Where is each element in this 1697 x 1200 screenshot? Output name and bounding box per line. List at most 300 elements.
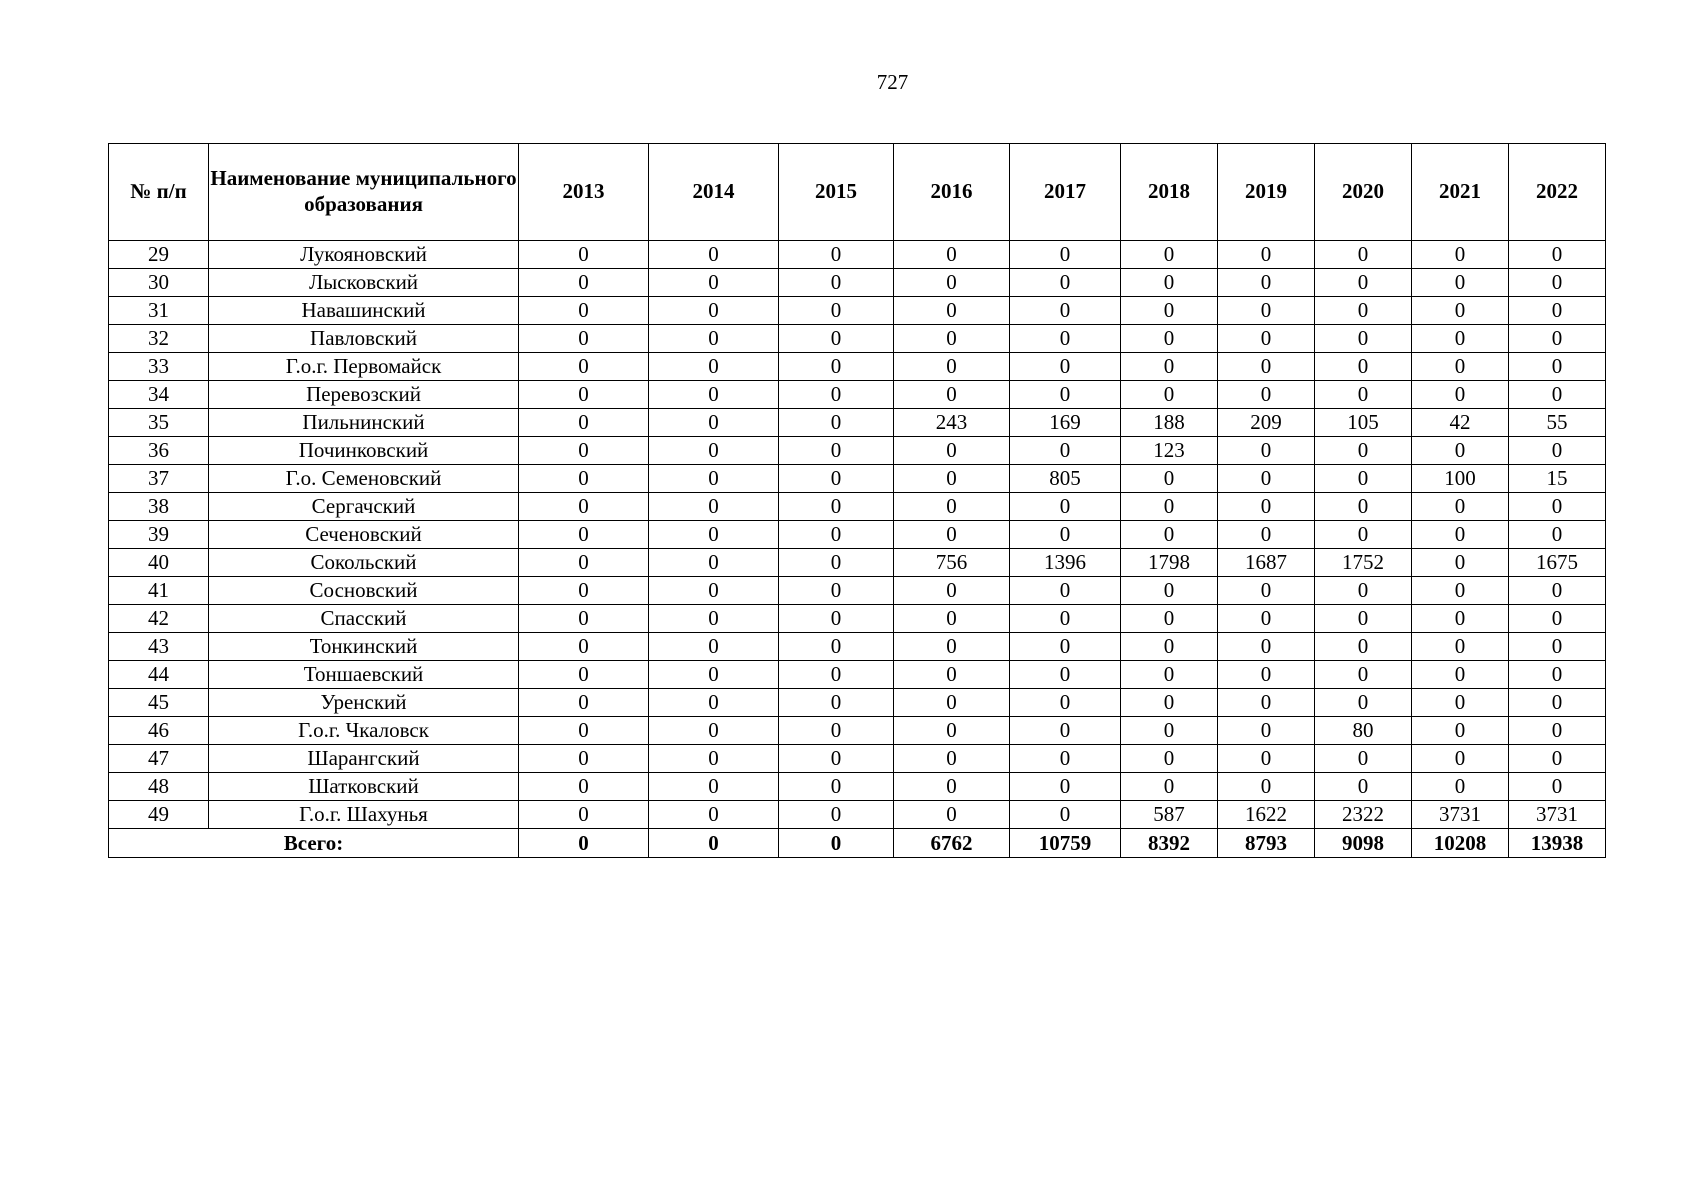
- total-cell: 9098: [1315, 829, 1412, 858]
- value-cell: 0: [1010, 241, 1121, 269]
- municipality-name-cell: Сергачский: [209, 493, 519, 521]
- value-cell: 0: [1412, 745, 1509, 773]
- value-cell: 0: [779, 381, 894, 409]
- value-cell: 0: [1218, 437, 1315, 465]
- value-cell: 42: [1412, 409, 1509, 437]
- total-row: [109, 829, 1606, 858]
- value-cell: 0: [894, 633, 1010, 661]
- municipality-name-cell: Шатковский: [209, 773, 519, 801]
- value-cell: 0: [779, 493, 894, 521]
- value-cell: 0: [519, 633, 649, 661]
- row-number-cell: 39: [109, 521, 209, 549]
- value-cell: 0: [1010, 801, 1121, 829]
- value-cell: 0: [1315, 437, 1412, 465]
- value-cell: 0: [779, 689, 894, 717]
- value-cell: 0: [1218, 633, 1315, 661]
- header-cell-year: 2022: [1509, 144, 1606, 241]
- municipality-name-cell: Г.о.г. Шахунья: [209, 801, 519, 829]
- row-number-cell: 36: [109, 437, 209, 465]
- value-cell: 2322: [1315, 801, 1412, 829]
- value-cell: 0: [1412, 661, 1509, 689]
- value-cell: 805: [1010, 465, 1121, 493]
- table-row: [109, 689, 1606, 717]
- value-cell: 0: [649, 269, 779, 297]
- value-cell: 0: [1315, 633, 1412, 661]
- value-cell: 0: [1218, 353, 1315, 381]
- value-cell: 0: [519, 577, 649, 605]
- value-cell: 0: [1218, 605, 1315, 633]
- header-cell-year: 2016: [894, 144, 1010, 241]
- value-cell: 0: [1412, 521, 1509, 549]
- value-cell: 80: [1315, 717, 1412, 745]
- value-cell: 0: [894, 745, 1010, 773]
- row-number-cell: 42: [109, 605, 209, 633]
- value-cell: 0: [1218, 745, 1315, 773]
- value-cell: 0: [1509, 689, 1606, 717]
- municipality-name-cell: Починковский: [209, 437, 519, 465]
- table-row: [109, 269, 1606, 297]
- value-cell: 0: [779, 577, 894, 605]
- total-cell: 10208: [1412, 829, 1509, 858]
- value-cell: 0: [1121, 241, 1218, 269]
- value-cell: 0: [649, 437, 779, 465]
- value-cell: 0: [649, 381, 779, 409]
- value-cell: 0: [1315, 493, 1412, 521]
- value-cell: 169: [1010, 409, 1121, 437]
- value-cell: 0: [519, 801, 649, 829]
- value-cell: 0: [1315, 297, 1412, 325]
- value-cell: 1752: [1315, 549, 1412, 577]
- value-cell: 55: [1509, 409, 1606, 437]
- value-cell: 0: [1218, 325, 1315, 353]
- value-cell: 0: [1121, 577, 1218, 605]
- value-cell: 0: [894, 381, 1010, 409]
- value-cell: 0: [779, 437, 894, 465]
- total-label: Всего:: [109, 829, 519, 858]
- value-cell: 0: [779, 409, 894, 437]
- table-row: [109, 633, 1606, 661]
- value-cell: 188: [1121, 409, 1218, 437]
- value-cell: 0: [1315, 689, 1412, 717]
- value-cell: 1622: [1218, 801, 1315, 829]
- header-row: [109, 144, 1606, 241]
- value-cell: 0: [779, 633, 894, 661]
- value-cell: 0: [1010, 745, 1121, 773]
- value-cell: 0: [1218, 689, 1315, 717]
- municipality-name-cell: Пильнинский: [209, 409, 519, 437]
- value-cell: 0: [1509, 577, 1606, 605]
- value-cell: 0: [1412, 437, 1509, 465]
- value-cell: 0: [1412, 381, 1509, 409]
- value-cell: 0: [519, 717, 649, 745]
- value-cell: 0: [1509, 381, 1606, 409]
- value-cell: 0: [1412, 605, 1509, 633]
- value-cell: 0: [1509, 241, 1606, 269]
- total-cell: 10759: [1010, 829, 1121, 858]
- value-cell: 0: [1412, 241, 1509, 269]
- value-cell: 0: [649, 717, 779, 745]
- municipality-name-cell: Сеченовский: [209, 521, 519, 549]
- table-row: [109, 409, 1606, 437]
- value-cell: 0: [519, 297, 649, 325]
- value-cell: 0: [1509, 661, 1606, 689]
- row-number-cell: 40: [109, 549, 209, 577]
- value-cell: 756: [894, 549, 1010, 577]
- municipality-name-cell: Тонкинский: [209, 633, 519, 661]
- row-number-cell: 43: [109, 633, 209, 661]
- value-cell: 0: [779, 465, 894, 493]
- value-cell: 0: [519, 745, 649, 773]
- value-cell: 0: [1010, 773, 1121, 801]
- value-cell: 0: [649, 241, 779, 269]
- municipality-name-cell: Лысковский: [209, 269, 519, 297]
- total-cell: 13938: [1509, 829, 1606, 858]
- value-cell: 0: [779, 353, 894, 381]
- value-cell: 0: [1218, 493, 1315, 521]
- value-cell: 0: [1412, 269, 1509, 297]
- value-cell: 0: [1121, 353, 1218, 381]
- value-cell: 0: [894, 521, 1010, 549]
- value-cell: 15: [1509, 465, 1606, 493]
- value-cell: 0: [779, 325, 894, 353]
- value-cell: 0: [779, 269, 894, 297]
- row-number-cell: 34: [109, 381, 209, 409]
- value-cell: 0: [519, 409, 649, 437]
- municipality-name-cell: Спасский: [209, 605, 519, 633]
- value-cell: 0: [1010, 353, 1121, 381]
- value-cell: 0: [649, 773, 779, 801]
- value-cell: 0: [894, 801, 1010, 829]
- municipality-name-cell: Уренский: [209, 689, 519, 717]
- value-cell: 0: [894, 325, 1010, 353]
- table-row: [109, 577, 1606, 605]
- value-cell: 0: [1010, 605, 1121, 633]
- value-cell: 0: [1315, 465, 1412, 493]
- row-number-cell: 29: [109, 241, 209, 269]
- value-cell: 0: [1315, 521, 1412, 549]
- value-cell: 0: [1010, 661, 1121, 689]
- header-cell-municipality: Наименование муниципального образования: [209, 144, 519, 241]
- value-cell: 0: [649, 577, 779, 605]
- value-cell: 0: [649, 353, 779, 381]
- value-cell: 0: [894, 437, 1010, 465]
- municipality-name-cell: Г.о.г. Первомайск: [209, 353, 519, 381]
- value-cell: 0: [779, 801, 894, 829]
- table-footer: [109, 829, 1606, 858]
- value-cell: 0: [1121, 633, 1218, 661]
- value-cell: 0: [1509, 437, 1606, 465]
- value-cell: 0: [649, 801, 779, 829]
- municipality-name-cell: Г.о.г. Чкаловск: [209, 717, 519, 745]
- value-cell: 0: [1509, 353, 1606, 381]
- value-cell: 0: [1121, 661, 1218, 689]
- value-cell: 0: [649, 605, 779, 633]
- value-cell: 0: [649, 409, 779, 437]
- table-row: [109, 717, 1606, 745]
- value-cell: 0: [1121, 773, 1218, 801]
- value-cell: 100: [1412, 465, 1509, 493]
- table-row: [109, 521, 1606, 549]
- value-cell: 0: [1010, 437, 1121, 465]
- value-cell: 0: [1509, 493, 1606, 521]
- value-cell: 0: [649, 549, 779, 577]
- value-cell: 243: [894, 409, 1010, 437]
- value-cell: 0: [519, 689, 649, 717]
- value-cell: 0: [1315, 661, 1412, 689]
- value-cell: 0: [519, 493, 649, 521]
- value-cell: 0: [779, 549, 894, 577]
- municipality-name-cell: Сосновский: [209, 577, 519, 605]
- value-cell: 0: [779, 297, 894, 325]
- value-cell: 0: [1121, 745, 1218, 773]
- value-cell: 1798: [1121, 549, 1218, 577]
- value-cell: 3731: [1412, 801, 1509, 829]
- value-cell: 0: [1010, 381, 1121, 409]
- row-number-cell: 49: [109, 801, 209, 829]
- row-number-cell: 41: [109, 577, 209, 605]
- total-cell: 0: [519, 829, 649, 858]
- value-cell: 0: [1412, 353, 1509, 381]
- table-row: [109, 745, 1606, 773]
- value-cell: 0: [1218, 465, 1315, 493]
- total-cell: 0: [779, 829, 894, 858]
- value-cell: 0: [1412, 297, 1509, 325]
- value-cell: 0: [1509, 605, 1606, 633]
- value-cell: 0: [1315, 381, 1412, 409]
- value-cell: 0: [1412, 633, 1509, 661]
- page-number: 727: [876, 70, 909, 94]
- data-table: [108, 143, 1606, 858]
- municipality-name-cell: Навашинский: [209, 297, 519, 325]
- value-cell: 0: [1121, 297, 1218, 325]
- municipality-name-cell: Г.о. Семеновский: [209, 465, 519, 493]
- value-cell: 0: [1121, 493, 1218, 521]
- value-cell: 123: [1121, 437, 1218, 465]
- header-cell-year: 2019: [1218, 144, 1315, 241]
- value-cell: 0: [649, 633, 779, 661]
- value-cell: 0: [649, 521, 779, 549]
- value-cell: 0: [649, 297, 779, 325]
- value-cell: 0: [1218, 297, 1315, 325]
- value-cell: 0: [1412, 689, 1509, 717]
- value-cell: 0: [649, 689, 779, 717]
- value-cell: 0: [779, 661, 894, 689]
- value-cell: 0: [1412, 717, 1509, 745]
- value-cell: 3731: [1509, 801, 1606, 829]
- value-cell: 0: [1509, 717, 1606, 745]
- header-cell-year: 2015: [779, 144, 894, 241]
- table-row: [109, 801, 1606, 829]
- value-cell: 0: [1218, 269, 1315, 297]
- value-cell: 0: [519, 381, 649, 409]
- table-row: [109, 493, 1606, 521]
- row-number-cell: 47: [109, 745, 209, 773]
- value-cell: 0: [1218, 717, 1315, 745]
- table-row: [109, 605, 1606, 633]
- row-number-cell: 31: [109, 297, 209, 325]
- value-cell: 0: [1121, 381, 1218, 409]
- value-cell: 0: [519, 465, 649, 493]
- value-cell: 0: [1509, 633, 1606, 661]
- value-cell: 0: [1218, 521, 1315, 549]
- table-row: [109, 661, 1606, 689]
- municipality-name-cell: Павловский: [209, 325, 519, 353]
- table-row: [109, 437, 1606, 465]
- value-cell: 0: [1412, 325, 1509, 353]
- value-cell: 0: [649, 493, 779, 521]
- total-cell: 6762: [894, 829, 1010, 858]
- value-cell: 0: [1509, 297, 1606, 325]
- value-cell: 0: [779, 745, 894, 773]
- value-cell: 0: [1412, 773, 1509, 801]
- row-number-cell: 46: [109, 717, 209, 745]
- municipality-name-cell: Лукояновский: [209, 241, 519, 269]
- total-cell: 8793: [1218, 829, 1315, 858]
- row-number-cell: 38: [109, 493, 209, 521]
- value-cell: 0: [1509, 773, 1606, 801]
- value-cell: 209: [1218, 409, 1315, 437]
- value-cell: 0: [649, 745, 779, 773]
- value-cell: 0: [1315, 325, 1412, 353]
- value-cell: 0: [779, 773, 894, 801]
- value-cell: 0: [894, 297, 1010, 325]
- table-row: [109, 325, 1606, 353]
- value-cell: 0: [1121, 325, 1218, 353]
- value-cell: 0: [1315, 269, 1412, 297]
- table-body: [109, 241, 1606, 829]
- value-cell: 0: [1121, 689, 1218, 717]
- value-cell: 0: [1218, 661, 1315, 689]
- total-cell: 8392: [1121, 829, 1218, 858]
- value-cell: 0: [779, 241, 894, 269]
- value-cell: 0: [519, 521, 649, 549]
- row-number-cell: 45: [109, 689, 209, 717]
- table-row: [109, 241, 1606, 269]
- header-cell-year: 2013: [519, 144, 649, 241]
- value-cell: 0: [649, 325, 779, 353]
- header-cell-year: 2018: [1121, 144, 1218, 241]
- table-header: [109, 144, 1606, 241]
- value-cell: 0: [894, 493, 1010, 521]
- value-cell: 0: [1509, 521, 1606, 549]
- value-cell: 0: [649, 465, 779, 493]
- value-cell: 0: [1010, 493, 1121, 521]
- value-cell: 0: [894, 269, 1010, 297]
- value-cell: 0: [894, 577, 1010, 605]
- value-cell: 0: [779, 521, 894, 549]
- row-number-cell: 44: [109, 661, 209, 689]
- value-cell: 0: [1412, 577, 1509, 605]
- value-cell: 0: [1315, 745, 1412, 773]
- header-cell-year: 2020: [1315, 144, 1412, 241]
- value-cell: 105: [1315, 409, 1412, 437]
- value-cell: 0: [1010, 577, 1121, 605]
- value-cell: 0: [894, 689, 1010, 717]
- table-row: [109, 381, 1606, 409]
- value-cell: 0: [1315, 241, 1412, 269]
- value-cell: 0: [894, 661, 1010, 689]
- value-cell: 0: [1010, 521, 1121, 549]
- value-cell: 0: [1010, 633, 1121, 661]
- value-cell: 0: [1218, 577, 1315, 605]
- value-cell: 0: [1010, 297, 1121, 325]
- value-cell: 0: [1010, 689, 1121, 717]
- value-cell: 0: [894, 605, 1010, 633]
- value-cell: 0: [519, 269, 649, 297]
- municipality-name-cell: Перевозский: [209, 381, 519, 409]
- row-number-cell: 30: [109, 269, 209, 297]
- header-cell-year: 2014: [649, 144, 779, 241]
- value-cell: 0: [1218, 381, 1315, 409]
- value-cell: 0: [1010, 269, 1121, 297]
- value-cell: 0: [1121, 605, 1218, 633]
- value-cell: 0: [1121, 465, 1218, 493]
- value-cell: 0: [1010, 717, 1121, 745]
- municipality-name-cell: Тоншаевский: [209, 661, 519, 689]
- value-cell: 0: [1412, 549, 1509, 577]
- value-cell: 0: [894, 465, 1010, 493]
- value-cell: 0: [519, 549, 649, 577]
- value-cell: 0: [894, 773, 1010, 801]
- value-cell: 1687: [1218, 549, 1315, 577]
- value-cell: 0: [1315, 577, 1412, 605]
- value-cell: 0: [1010, 325, 1121, 353]
- value-cell: 0: [1218, 773, 1315, 801]
- value-cell: 0: [894, 241, 1010, 269]
- header-cell-year: 2017: [1010, 144, 1121, 241]
- row-number-cell: 32: [109, 325, 209, 353]
- value-cell: 1396: [1010, 549, 1121, 577]
- table-row: [109, 549, 1606, 577]
- value-cell: 1675: [1509, 549, 1606, 577]
- header-cell-number: № п/п: [109, 144, 209, 241]
- total-cell: 0: [649, 829, 779, 858]
- row-number-cell: 33: [109, 353, 209, 381]
- table-row: [109, 773, 1606, 801]
- value-cell: 0: [519, 241, 649, 269]
- value-cell: 0: [649, 661, 779, 689]
- row-number-cell: 35: [109, 409, 209, 437]
- value-cell: 0: [1315, 353, 1412, 381]
- value-cell: 0: [1509, 745, 1606, 773]
- value-cell: 0: [894, 717, 1010, 745]
- value-cell: 0: [519, 325, 649, 353]
- table-row: [109, 353, 1606, 381]
- table-row: [109, 297, 1606, 325]
- value-cell: 0: [1315, 605, 1412, 633]
- table-row: [109, 465, 1606, 493]
- value-cell: 0: [1121, 269, 1218, 297]
- value-cell: 0: [1121, 521, 1218, 549]
- value-cell: 0: [894, 353, 1010, 381]
- row-number-cell: 48: [109, 773, 209, 801]
- value-cell: 0: [519, 605, 649, 633]
- value-cell: 0: [519, 661, 649, 689]
- value-cell: 0: [519, 437, 649, 465]
- value-cell: 0: [1315, 773, 1412, 801]
- header-cell-year: 2021: [1412, 144, 1509, 241]
- value-cell: 0: [779, 717, 894, 745]
- value-cell: 0: [1121, 717, 1218, 745]
- value-cell: 587: [1121, 801, 1218, 829]
- municipality-name-cell: Сокольский: [209, 549, 519, 577]
- value-cell: 0: [1218, 241, 1315, 269]
- value-cell: 0: [779, 605, 894, 633]
- value-cell: 0: [519, 353, 649, 381]
- value-cell: 0: [1509, 325, 1606, 353]
- value-cell: 0: [1509, 269, 1606, 297]
- value-cell: 0: [519, 773, 649, 801]
